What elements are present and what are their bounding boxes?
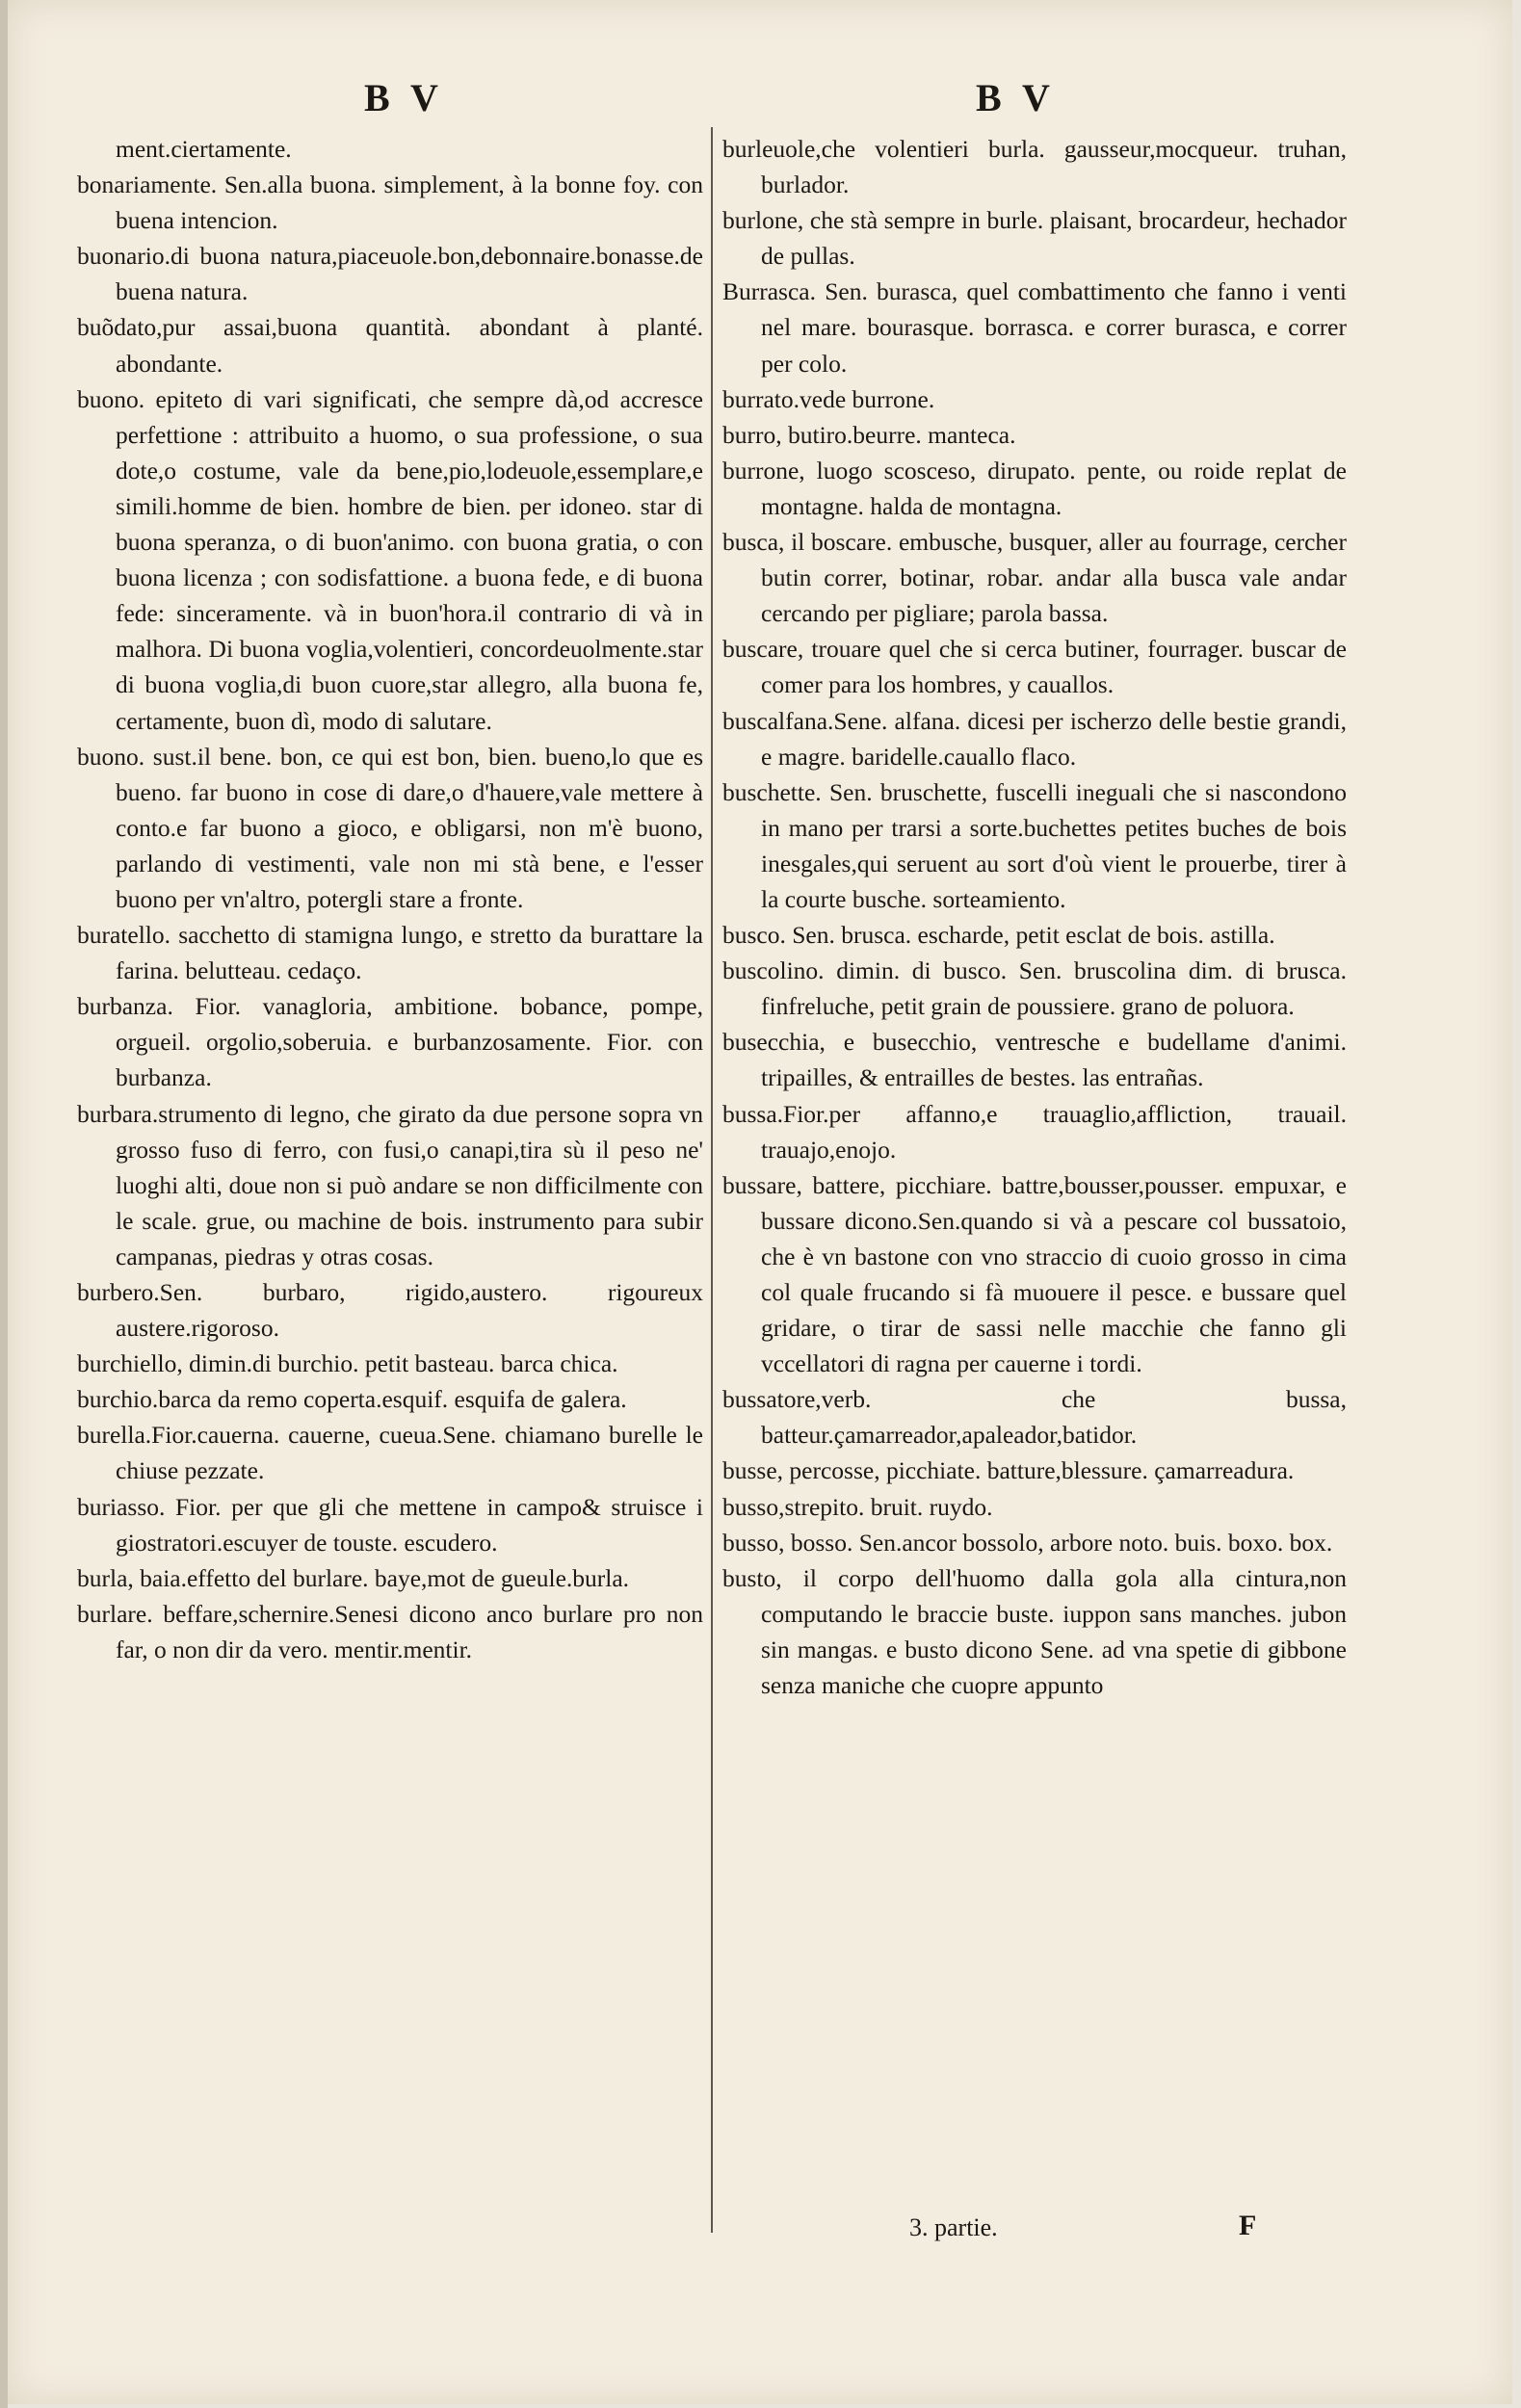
right-column [722,131,1347,1703]
dictionary-entry: burrone, luogo scosceso, dirupato. pente, ou roide replat de montagne. halda de montagna. [722,456,1347,520]
dictionary-entry: buscalfana.Sene. alfana. dicesi per ischerzo delle bestie grandi, e magre. baridelle.cauallo flaco. [722,706,1347,771]
signature-mark: 3. partie. [909,2213,998,2241]
dictionary-entry: buono. sust.il bene. bon, ce qui est bon, bien. bueno,lo que es bueno. far buono in cose di dare,o d'hauere,vale mettere à conto.e far buono a gioco, e obligarsi, non m'è buono, parlando di vestimenti, vale non mi stà bene, e l'esser buono per vn'altro, potergli stare a fronte. [77,742,703,913]
running-header-right: B V [976,76,1056,119]
dictionary-entry: burbara.strumento di legno, che girato da due persone sopra vn grosso fuso di ferro, con fusi,o canapi,tira sù il peso ne' luoghi alti, doue non si può andare se non difficilmente con le scale. grue, ou machine de bois. instrumento para subir campanas, piedras y otras cosas. [77,1099,703,1270]
dictionary-entry: burlare. beffare,schernire.Senesi dicono anco burlare pro non far, o non dir da vero. mentir.mentir. [77,1599,703,1663]
dictionary-entry: buono. epiteto di vari significati, che sempre dà,od accresce perfettione : attribuito a huomo, o sua professione, o sua dote,o costume, vale da bene,pio,lodeuole,essemplare,e simili.homme de bien. hombre de bien. per idoneo. star di buona speranza, o di buon'animo. con buona gratia, o con buona licenza ; con sodisfattione. a buona fede, e di buona fede: sinceramente. và in buon'hora.il contrario di và in malhora. Di buona voglia,volentieri, concordeuolmente.star di buona voglia,di buon cuore,star allegro, alla buona fe, certamente, buon dì, modo di salutare. [77,384,703,735]
dictionary-entry: buriasso. Fior. per que gli che mettene in campo& struisce i giostratori.escuyer de touste. escudero. [77,1492,703,1557]
dictionary-entry: buschette. Sen. bruschette, fuscelli ineguali che si nascondono in mano per trarsi a sorte.buchettes petites buches de bois inesgales,qui seruent au sort d'où vient le prouerbe, tirer à la courte busche. sorteamiento. [722,777,1347,913]
dictionary-entry: busso, bosso. Sen.ancor bossolo, arbore noto. buis. boxo. box. [722,1528,1333,1557]
running-header-left: B V [364,76,444,119]
dictionary-entry: busca, il boscare. embusche, busquer, aller au fourrage, cercher butin correr, botinar, robar. andar alla busca vale andar cercando per pigliare; parola bassa. [722,528,1347,628]
dictionary-entry: buscare, trouare quel che si cerca butiner, fourrager. buscar de comer para los hombres, y cauallos. [722,635,1347,699]
dictionary-entry: burchiello, dimin.di burchio. petit basteau. barca chica. [77,1349,618,1378]
dictionary-entry: Burrasca. Sen. burasca, quel combattimento che fanno i venti nel mare. bourasque. borrasca. e correr burasca, e correr per colo. [722,277,1347,378]
dictionary-entry: burla, baia.effetto del burlare. baye,mot de gueule.burla. [77,1563,630,1592]
dictionary-entry: bonariamente. Sen.alla buona. simplement, à la bonne foy. con buena intencion. [77,170,703,235]
dictionary-entry: bussare, battere, picchiare. battre,bousser,pousser. empuxar, e bussare dicono.Sen.quando si và a pescare col bussatoio, che è vn bastone con vno straccio di cuoio grosso in cima col quale frucando si fà muouere il pesce. e bussare quel gridare, o tirar de sassi nelle macchie che fanno gli vccellatori di ragna per cauerne i tordi. [722,1170,1347,1378]
page-edge [0,0,8,2408]
dictionary-entry: burro, butiro.beurre. manteca. [722,420,1016,449]
dictionary-entry: buratello. sacchetto di stamigna lungo, e stretto da burattare la farina. belutteau. cedaço. [77,921,703,985]
dictionary-entry: bussa.Fior.per affanno,e trauaglio,affliction, trauail. trauajo,enojo. [722,1099,1347,1164]
dictionary-entry: burbero.Sen. burbaro, rigido,austero. rigoureux austere.rigoroso. [77,1278,703,1343]
book-page [8,0,1512,2404]
left-column [77,131,703,1667]
dictionary-entry: burbanza. Fior. vanagloria, ambitione. bobance, pompe, orgueil. orgolio,soberuia. e burbanzosamente. Fior. con burbanza. [77,992,703,1092]
dictionary-entry: busto, il corpo dell'huomo dalla gola alla cintura,non computando le braccie buste. iuppon sans manches. jubon sin mangas. e busto dicono Sene. ad vna spetie di gibbone senza maniche che cuopre appunto [722,1563,1347,1700]
dictionary-entry: burlone, che stà sempre in burle. plaisant, brocardeur, hechador de pullas. [722,206,1347,271]
gathering-letter: F [1239,2210,1257,2241]
dictionary-entry: burella.Fior.cauerna. cauerne, cueua.Sene. chiamano burelle le chiuse pezzate. [77,1421,703,1485]
dictionary-entry: burrato.vede burrone. [722,384,935,413]
dictionary-entry: burleuole,che volentieri burla. gausseur,mocqueur. truhan, burlador. [722,135,1347,199]
dictionary-entry: buscolino. dimin. di busco. Sen. bruscolina dim. di brusca. finfreluche, petit grain de poussiere. grano de poluora. [722,956,1347,1021]
dictionary-entry: ment.ciertamente. [116,135,292,163]
dictionary-entry: burchio.barca da remo coperta.esquif. esquifa de galera. [77,1385,627,1414]
dictionary-entry: busso,strepito. bruit. ruydo. [722,1492,993,1521]
dictionary-entry: buõdato,pur assai,buona quantità. abondant à planté. abondante. [77,313,703,378]
column-divider [711,127,713,2233]
dictionary-entry: busco. Sen. brusca. escharde, petit esclat de bois. astilla. [722,921,1275,950]
dictionary-entry: bussatore,verb. che bussa, batteur.çamarreador,apaleador,batidor. [722,1385,1347,1450]
dictionary-entry: buonario.di buona natura,piaceuole.bon,debonnaire.bonasse.de buena natura. [77,242,703,306]
dictionary-entry: busecchia, e busecchio, ventresche e budellame d'animi. tripailles, & entrailles de bestes. las entrañas. [722,1028,1347,1092]
dictionary-entry: busse, percosse, picchiate. batture,blessure. çamarreadura. [722,1456,1295,1485]
